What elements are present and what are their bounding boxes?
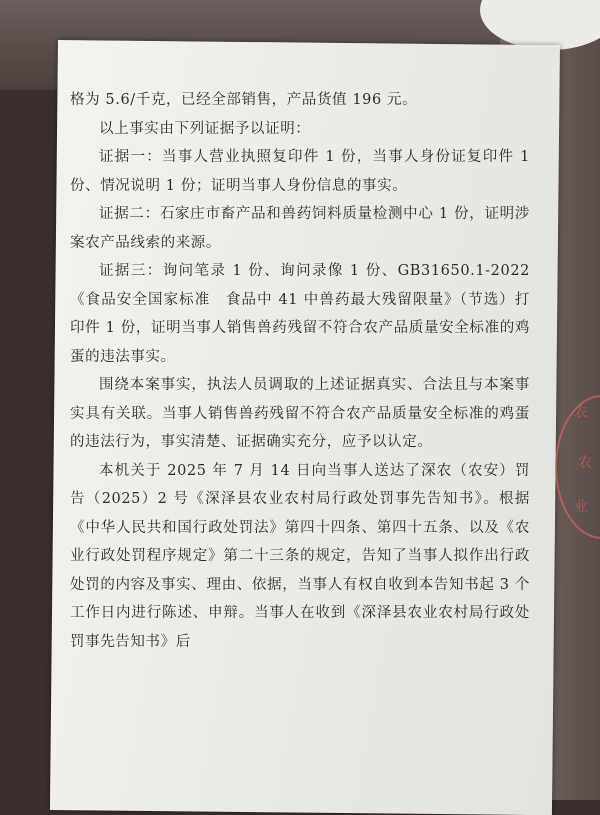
paragraph-evidence-intro: 以上事实由下列证据予以证明： bbox=[99, 120, 311, 137]
paragraph-evidence-summary: 围绕本案事实，执法人员调取的上述证据真实、合法且与本案事实具有关联。当事人销售兽药残留不符合农产品质量安全标准的鸡蛋的违法行为，事实清楚、证据确实充分，应予以认定。 bbox=[70, 377, 530, 450]
seal-char: 农 bbox=[578, 455, 592, 471]
paragraph-evidence-1: 证据一：当事人营业执照复印件 1 份，当事人身份证复印件 1 份、情况说明 1 份；证明当事人身份信息的事实。 bbox=[70, 149, 530, 194]
paragraph-continuation: 格为 5.6/千克，已经全部销售，产品货值 196 元。 bbox=[70, 92, 418, 108]
seal-char: 业 bbox=[574, 499, 588, 515]
paragraph-evidence-3: 证据三：询问笔录 1 份、询问录像 1 份、GB31650.1-2022《食品安全国家标准 食品中 41 中兽药最大残留限量》（节选）打印件 1 份，证明当事人销售兽药残留不符合农产品质量安全标准的鸡蛋的违法事实。 bbox=[70, 263, 530, 365]
paragraph-notice: 本机关于 2025 年 7 月 14 日向当事人送达了深农（农安）罚告（2025）2 号《深泽县农业农村局行政处罚事先告知书》。根据《中华人民共和国行政处罚法》第四十四条、第四十五条、以及《农业行政处罚程序规定》第二十三条的规定，告知了当事人拟作出行政处罚的内容及事实、理由、依据，当事人有权自收到本告知书起 3 个工作日内进行陈述、申辩。当事人在收到《深泽县农业农村局行政处罚事先告知书》后 bbox=[70, 462, 530, 650]
paragraph-evidence-2: 证据二：石家庄市畜产品和兽药饲料质量检测中心 1 份，证明涉案农产品线索的来源。 bbox=[70, 206, 530, 251]
document-body bbox=[70, 86, 530, 656]
seal-char: 农 bbox=[574, 405, 588, 421]
